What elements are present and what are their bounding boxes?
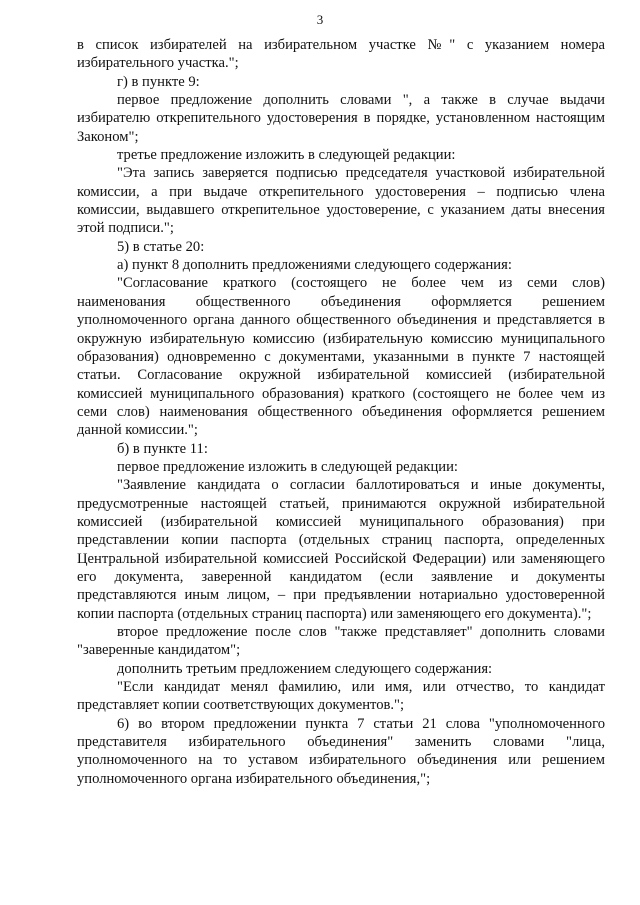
paragraph: "Эта запись заверяется подписью председателя участковой избирательной комиссии, а при выдаче открепительного удостоверения – подписью члена комиссии, выдавшего открепительное удостоверение, с указанием даты внесения этой подписи."; <box>77 165 605 237</box>
paragraph: "Согласование краткого (состоящего не более чем из семи слов) наименования общественного объединения оформляется решением уполномоченного органа данного общественного объединения и представляется в окружную избирательную комиссию (избирательную комиссию муниципального образования) одновременно с документами, указанными в пункте 7 настоящей статьи. Согласование окружной избирательной комиссией (избирательной комиссией муниципального образования) краткого (состоящего не более чем из семи слов) наименования общественного объединения оформляется решением данной комиссии."; <box>77 275 605 439</box>
paragraph: первое предложение дополнить словами ", а также в случае выдачи избирателю открепительного удостоверения в порядке, установленном настоящим Законом"; <box>77 92 605 145</box>
document-body <box>77 36 605 788</box>
paragraph: г) в пункте 9: <box>117 73 200 90</box>
paragraph: "Если кандидат менял фамилию, или имя, или отчество, то кандидат представляет копии соответствующих документов."; <box>77 679 605 714</box>
paragraph: первое предложение изложить в следующей редакции: <box>117 458 458 475</box>
paragraph: 6) во втором предложении пункта 7 статьи 21 слова "уполномоченного представителя избирательного объединения" заменить словами "лица, уполномоченного на то уставом избирательного объединения или решением уполномоченного органа избирательного объединения,"; <box>77 715 605 787</box>
page-number: 3 <box>316 12 324 27</box>
paragraph: "Заявление кандидата о согласии баллотироваться и иные документы, предусмотренные настоящей статьей, принимаются окружной избирательной комиссией (избирательной комиссией муниципального образования) при представлении копии паспорта (отдельных страниц паспорта, определенных Центральной избирательной комиссией Российской Федерации) или заменяющего его документа, заверенной кандидатом (если заявление и документы представляются иным лицом, – при предъявлении нотариально удостоверенной копии паспорта (отдельных страниц паспорта) или заменяющего его документа)."; <box>77 477 605 622</box>
paragraph: дополнить третьим предложением следующего содержания: <box>117 660 493 677</box>
paragraph: а) пункт 8 дополнить предложениями следующего содержания: <box>117 257 512 274</box>
paragraph: второе предложение после слов "также представляет" дополнить словами "заверенные кандидатом"; <box>77 624 605 659</box>
paragraph: б) в пункте 11: <box>117 440 208 457</box>
paragraph: 5) в статье 20: <box>117 238 205 255</box>
paragraph: в список избирателей на избирательном участке №" с указанием номера избирательного участка."; <box>77 37 605 72</box>
paragraph: третье предложение изложить в следующей редакции: <box>117 147 456 164</box>
